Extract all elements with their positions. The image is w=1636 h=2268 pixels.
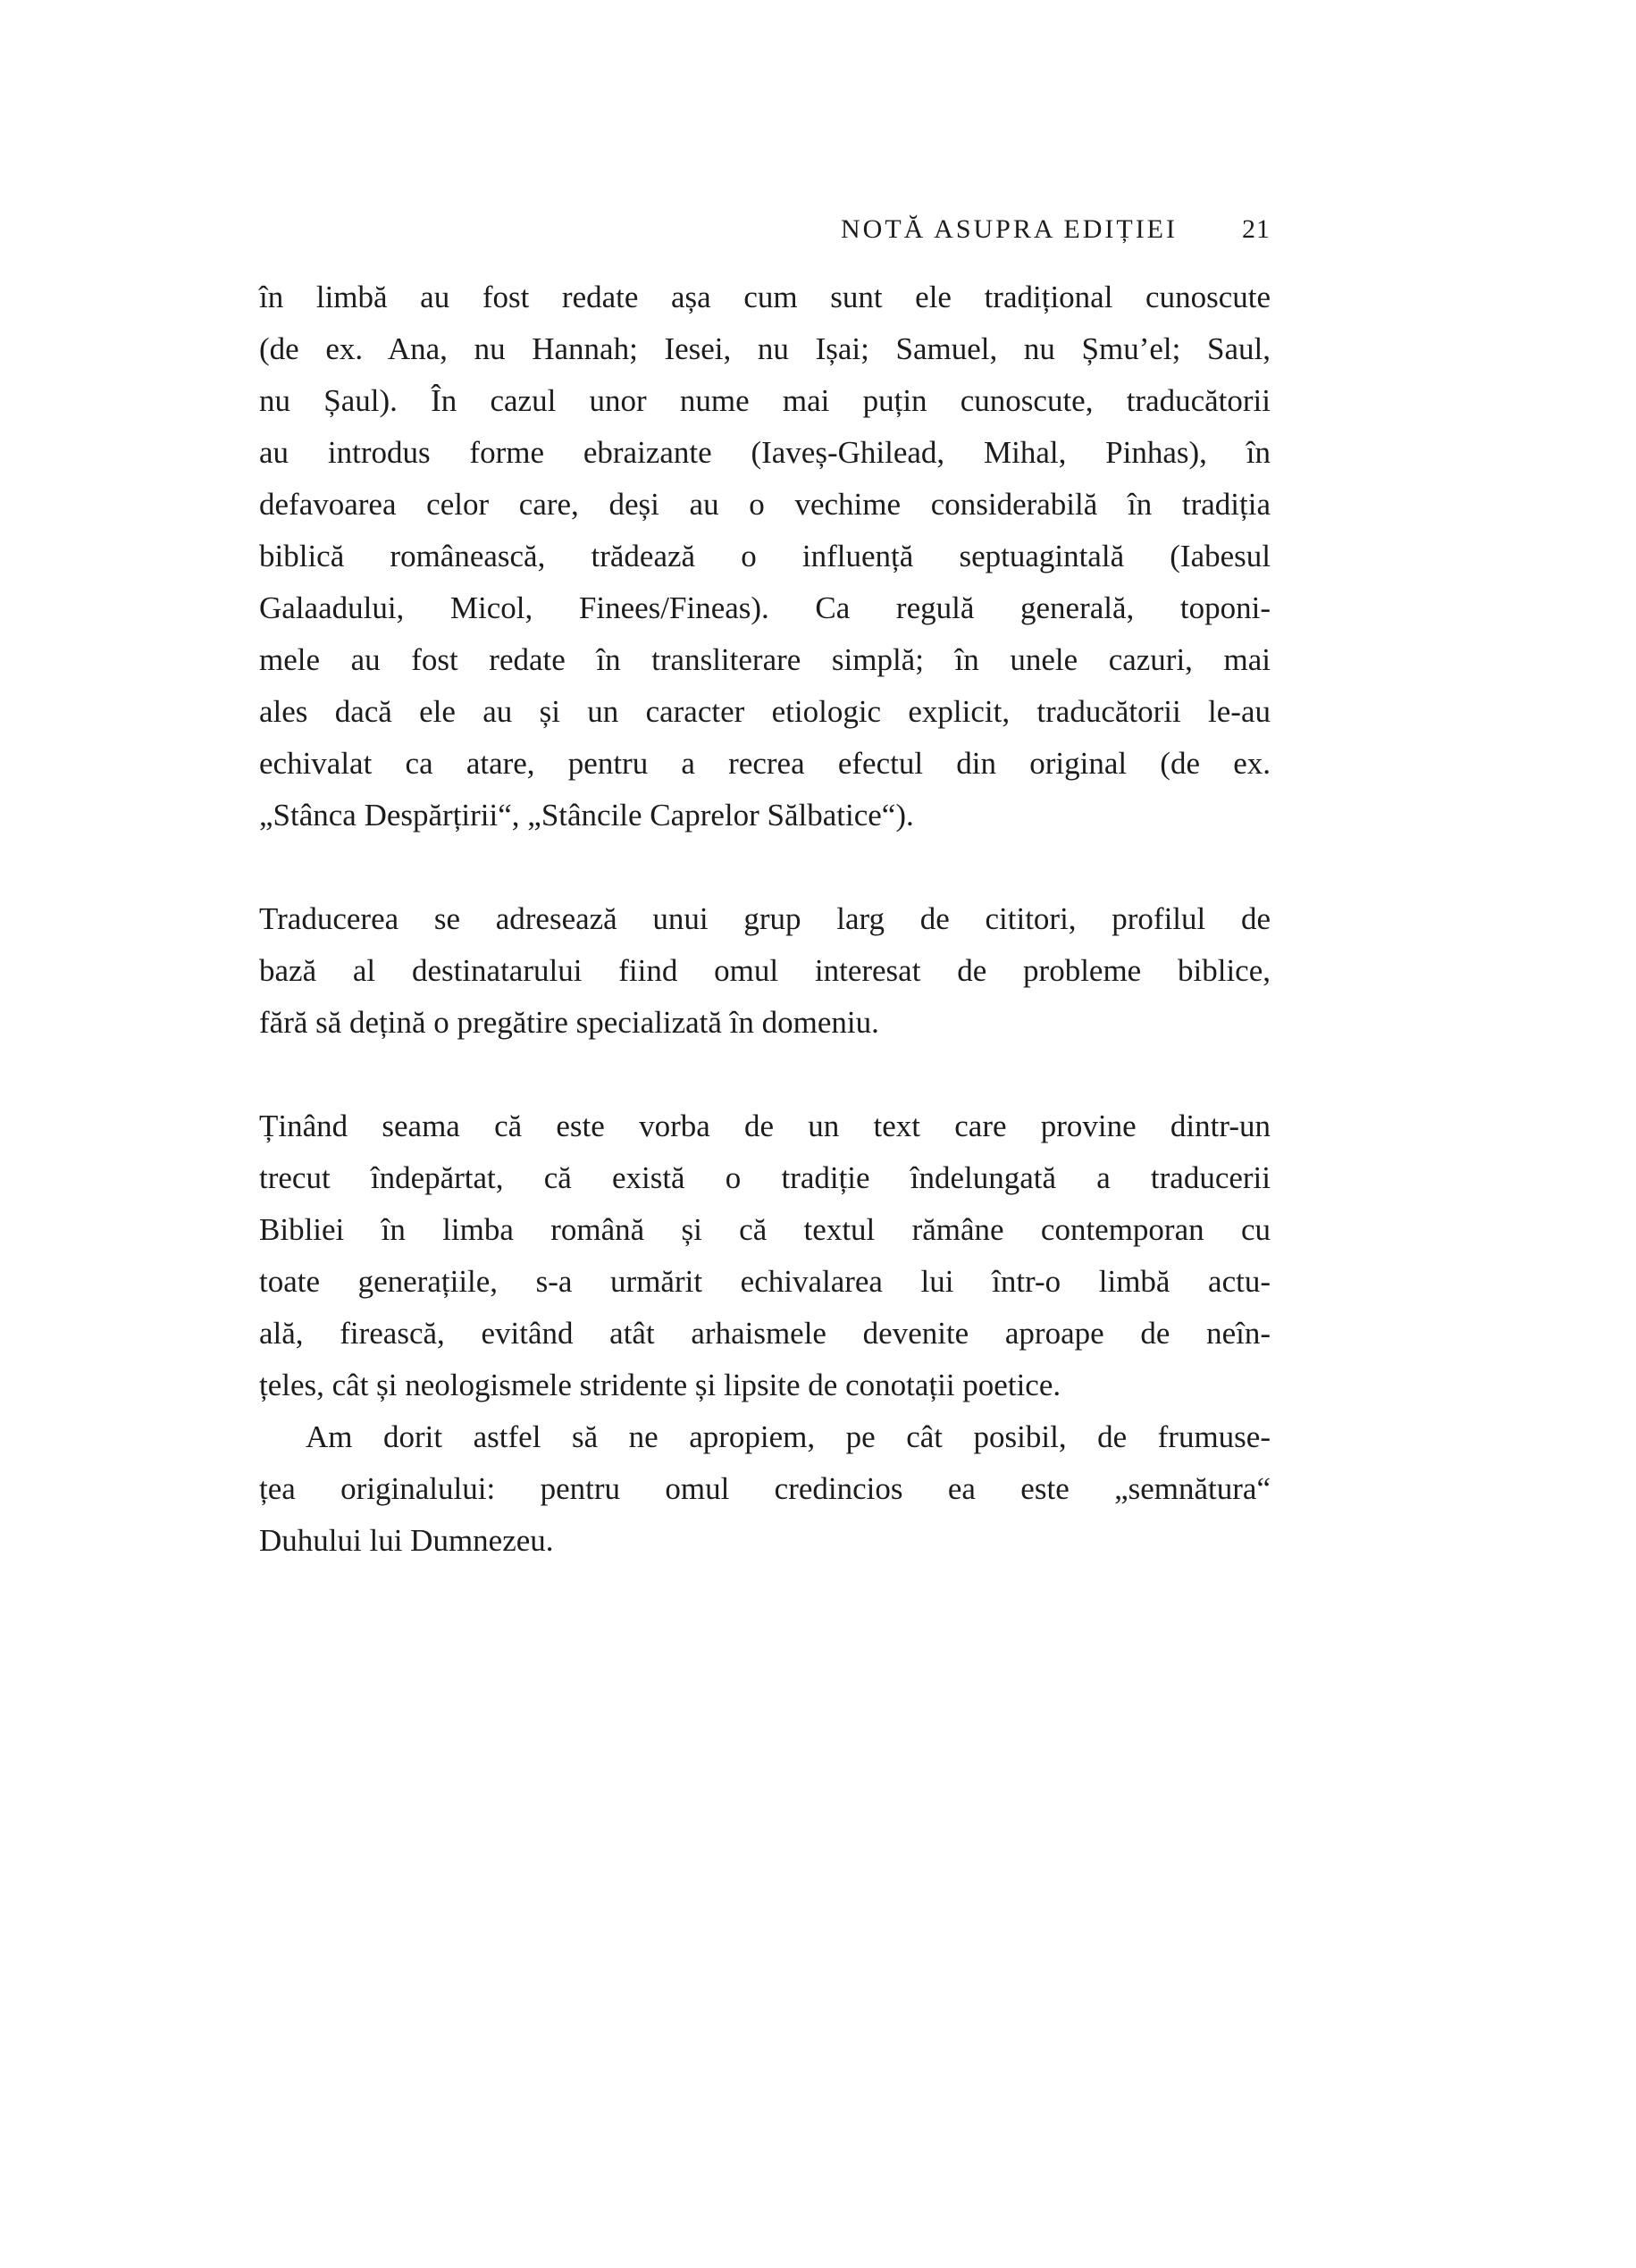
paragraph-continuation xyxy=(259,272,1271,841)
text-line: trecut îndepărtat, că există o tradiție îndelungată a traducerii xyxy=(259,1160,1271,1195)
text-line: Ținând seama că este vorba de un text care provine dintr-un xyxy=(259,1109,1271,1143)
text-line: echivalat ca atare, pentru a recrea efectul din original (de ex. xyxy=(259,746,1271,781)
text-line: defavoarea celor care, deși au o vechime considerabilă în tradiția xyxy=(259,487,1271,522)
text-line: Galaadului, Micol, Finees/Fineas). Ca regulă generală, toponi- xyxy=(259,590,1271,625)
text-line: Bibliei în limba română și că textul rămâne contemporan cu xyxy=(259,1212,1271,1247)
text-line: toate generațiile, s-a urmărit echivalarea lui într-o limbă actu- xyxy=(259,1264,1271,1299)
running-header xyxy=(259,213,1271,247)
text-line: fără să dețină o pregătire specializată în domeniu. xyxy=(259,1005,879,1040)
text-line: bază al destinatarului fiind omul interesat de probleme biblice, xyxy=(259,953,1271,988)
text-line: „Stânca Despărțirii“, „Stâncile Caprelor Sălbatice“). xyxy=(259,798,914,833)
text-line: Traducerea se adresează unui grup larg de cititori, profilul de xyxy=(259,901,1271,936)
text-line: țeles, cât și neologismele stridente și lipsite de conotații poetice. xyxy=(259,1368,1061,1402)
text-block xyxy=(259,272,1271,1567)
text-line: în limbă au fost redate așa cum sunt ele tradițional cunoscute xyxy=(259,280,1271,314)
header-title: NOTĂ ASUPRA EDIȚIEI xyxy=(841,214,1178,244)
text-line: ales dacă ele au și un caracter etiologic explicit, traducătorii le-au xyxy=(259,694,1271,729)
text-line: Am dorit astfel să ne apropiem, pe cât posibil, de frumuse- xyxy=(306,1419,1271,1454)
page-number: 21 xyxy=(1242,214,1271,244)
text-line: biblică românească, trădează o influență septuagintală (Iabesul xyxy=(259,539,1271,573)
text-line: ală, firească, evitând atât arhaismele devenite aproape de neîn- xyxy=(259,1316,1271,1351)
text-line: nu Șaul). În cazul unor nume mai puțin cunoscute, traducătorii xyxy=(259,383,1271,418)
paragraph-closing xyxy=(259,1411,1271,1567)
text-line: mele au fost redate în transliterare simplă; în unele cazuri, mai xyxy=(259,642,1271,677)
text-line: țea originalului: pentru omul credincios ea este „semnătura“ xyxy=(259,1471,1271,1506)
paragraph-language-approach xyxy=(259,1101,1271,1411)
paragraph-audience xyxy=(259,893,1271,1049)
text-line: (de ex. Ana, nu Hannah; Iesei, nu Ișai; Samuel, nu Șmu’el; Saul, xyxy=(259,331,1271,366)
text-line: au introdus forme ebraizante (Iaveș-Ghilead, Mihal, Pinhas), în xyxy=(259,435,1271,470)
text-line: Duhului lui Dumnezeu. xyxy=(259,1523,554,1558)
